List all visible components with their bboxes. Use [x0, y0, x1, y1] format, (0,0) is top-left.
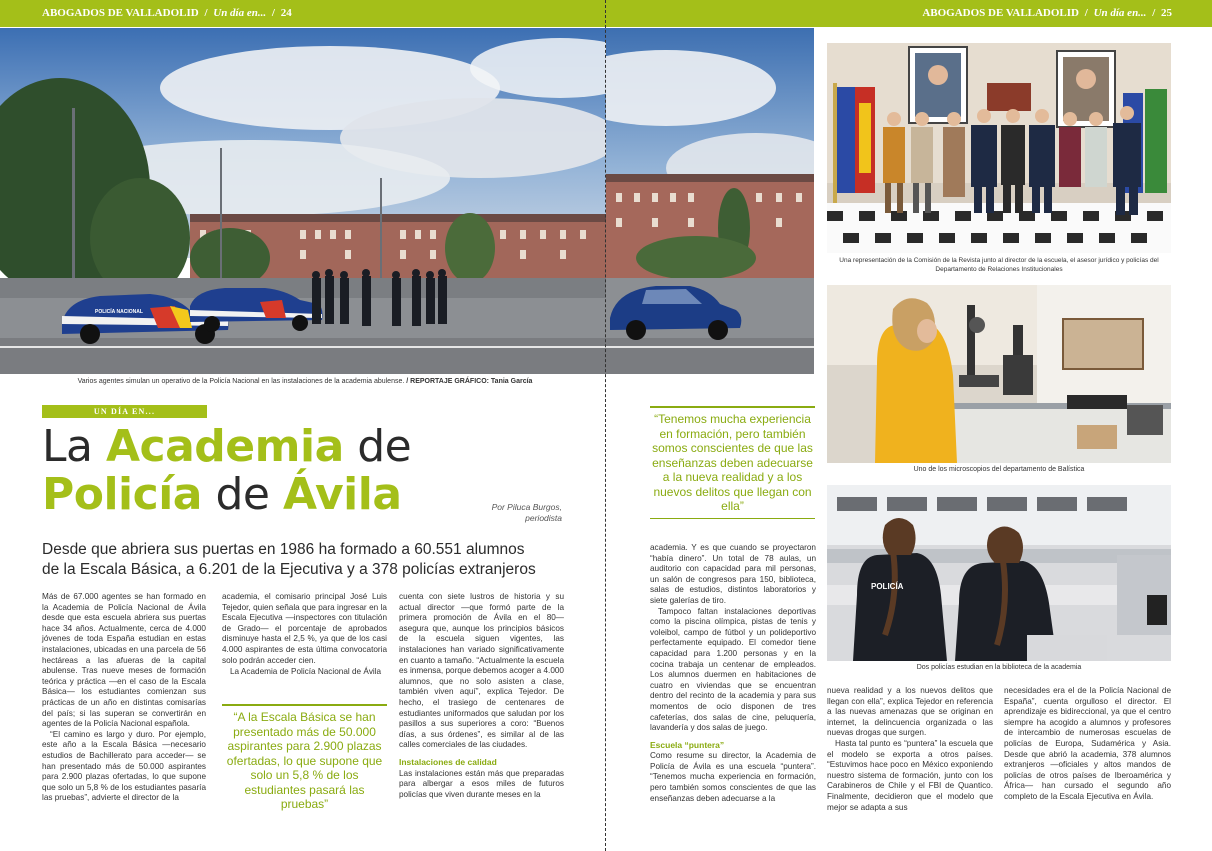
section-name: Un día en...: [213, 7, 267, 19]
library-photo: [827, 485, 1171, 661]
section-kicker: UN DÍA EN...: [42, 405, 207, 418]
library-students-image: [827, 485, 1171, 661]
header-bar-right: ABOGADOS DE VALLADOLID / Un día en... / 25: [606, 0, 1212, 27]
pull-quote-2: “Tenemos mucha experiencia en formación, pero también somos conscientes de que las enseñanzas deben adecuarse a la nueva realidad y a los nuevos delitos que llegan con ella”: [650, 406, 815, 519]
article-title: La Academia de Policía de Ávila: [42, 421, 412, 520]
page-number: 25: [1161, 7, 1172, 19]
group-photo-caption: Una representación de la Comisión de la Revista junto al director de la escuela, el asesor jurídico y policías del Departamento de Relaciones Institucionales: [839, 257, 1159, 273]
page-number: 24: [280, 7, 292, 19]
brand-name: ABOGADOS DE VALLADOLID: [42, 7, 199, 19]
main-photo-caption: Varios agentes simulan un operativo de la Policía Nacional en las instalaciones de la academia abulense. / REPORTAJE GRÁFICO: Tania García: [77, 378, 533, 385]
police-operation-photo: [0, 28, 606, 374]
page-fold: [605, 0, 606, 851]
text-column-4: academia. Y es que cuando se proyectaron “había dinero”. Un total de 78 aulas, un auditorio con capacidad para mil personas, un salón de congresos para 150, biblioteca, salas de estudios, distintos laboratorios y siete galerías de tiro. Tampoco faltan instalaciones deportivas como la piscina olímpica, pistas de tenis y voleibol, campo de fútbol y un polideportivo perfectamente equipado. El comedor tiene capacidad para 1.200 personas y en la cocina trabaja un centenar de empleados. Los alumnos duermen en habitaciones de cuatro en viviendas que se encuentran dentro del recinto de la academia y para sus momentos de ocio disponen de tres cafeterías, dos salas de cine, peluquería, lavandería y dos salas de juego. Escuela “puntera” Como resume su director, la Academia de Policía de Ávila es una escuela “puntera”. “Tenemos mucha experiencia en formación, pero también somos conscientes de que las enseñanzas deben adecuarse a la: [650, 543, 816, 803]
microscope-photo-caption: Uno de los microscopios del departamento de Balística: [913, 466, 1085, 473]
svg-text:POLICÍA: POLICÍA: [871, 582, 904, 591]
header-bar-left: ABOGADOS DE VALLADOLID / Un día en... / 24: [0, 0, 606, 27]
right-page: [606, 0, 1212, 851]
text-column-3: cuenta con siete lustros de historia y su actual director —que formó parte de la primera promoción de Ávila en el 80— asegura que, aunque los principios básicos de la escuela siguen vigentes, las instalaciones han variado significativamente en cuanto a tamaño. “Actualmente la escuela es inmensa, porque debemos acoger a 4.000 alumnos, que no solo asisten a clase, también viven aquí”, explica Tejedor. De hecho, el trasiego de centenares de estudiantes uniformados que saludan por los pasillos a sus superiores a coro: “Buenos días, a sus órdenes”, es similar al de las calles comerciales de las ciudades. Instalaciones de calidad Las instalaciones están más que preparadas para albergar a esos miles de futuros policías que viven durante meses en la: [399, 592, 564, 799]
svg-text:POLICÍA NACIONAL: POLICÍA NACIONAL: [95, 309, 143, 315]
text-column-2: academia, el comisario principal José Luis Tejedor, quien señala que para ingresar en la Escala Ejecutiva —inspectores con titulación de Grado— el porcentaje de aprobados disminuye hasta el 2,5 %, ya que de los casi 4.000 aspirantes de esta última convocatoria solo podrán acceder cien. La Academia de Policía Nacional de Ávila: [222, 592, 387, 677]
text-column-6: necesidades era el de la Policía Nacional de España”, cuenta orgulloso el director. El aprendizaje es bidireccional, ya que el centro siempre ha acogido a alumnos y profesores de intercambio de numerosas escuelas de policías de Europa, Sudamérica y Asia. Desde que abrió la academia, 378 alumnos extranjeros —oficiales y altos mandos de policías de otros países de Iberoamérica y África— han cursado el segundo año completo de la Escala Ejecutiva en Ávila.: [1004, 686, 1171, 801]
main-photo-left: [0, 28, 606, 374]
group-photo: [827, 43, 1171, 253]
text-column-5: nueva realidad y a los nuevos delitos que llegan con ella”, explica Tejedor en referencia a las nuevas amenazas que se originan en internet, la delincuencia organizada o las nuevas drogas que surgen. Hasta tal punto es “puntera” la escuela que el modelo se exporta a otros países. “Estuvimos hace poco en México exponiendo nuestro sistema de formación, junto con los Carabineros de Chile y el FBI de Quantico. Finalmente, decidieron que el modelo que mejor se adapta a sus: [827, 686, 993, 812]
section-heading: Escuela “puntera”: [650, 739, 725, 750]
text-column-1: Más de 67.000 agentes se han formado en la Academia de Policía Nacional de Ávila desde que esta escuela abriera sus puertas hace 34 años. Actualmente, cerca de 4.000 jóvenes de toda España estudian en estas instalaciones, ubicadas en una parcela de 56 hectáreas a las afueras de la capital abulense. Tras nueve meses de formación teórica y práctica —en el caso de la Escala Básica— los estudiantes comienzan sus prácticas de un año en distintas comisarías del país; si las superan se convertirán en agentes de la Policía Nacional española. “El camino es largo y duro. Por ejemplo, este año a la Escala Básica —necesario estudios de Bachillerato para acceder— se han presentado más de 50.000 aspirantes para 2.900 plazas ofertadas, lo que supone que solo un 5,8 % de los estudiantes pasaría las pruebas”, advierte el director de la: [42, 592, 206, 803]
group-portrait-image: [827, 43, 1171, 253]
library-photo-caption: Dos policías estudian en la biblioteca de la academia: [916, 664, 1082, 671]
section-name: Un día en...: [1093, 7, 1147, 19]
brand-name: ABOGADOS DE VALLADOLID: [922, 7, 1079, 19]
byline: Por Piluca Burgos, periodista: [491, 502, 562, 523]
photo-credit: / REPORTAJE GRÁFICO: Tania García: [406, 378, 533, 385]
ballistics-lab-image: [827, 285, 1171, 463]
police-operation-photo-continued: [606, 28, 814, 374]
pull-quote-1: “A la Escala Básica se han presentado más de 50.000 aspirantes para 2.900 plazas ofertadas, lo que supone que solo un 5,8 % de los estudiantes pasará las pruebas”: [222, 704, 387, 812]
article-subtitle: Desde que abriera sus puertas en 1986 ha formado a 60.551 alumnos de la Escala Básica, a 6.201 de la Ejecutiva y a 378 policías extranjeros: [42, 541, 536, 578]
section-heading: Instalaciones de calidad: [399, 756, 497, 767]
main-photo-right: [606, 28, 814, 374]
microscope-photo: [827, 285, 1171, 463]
